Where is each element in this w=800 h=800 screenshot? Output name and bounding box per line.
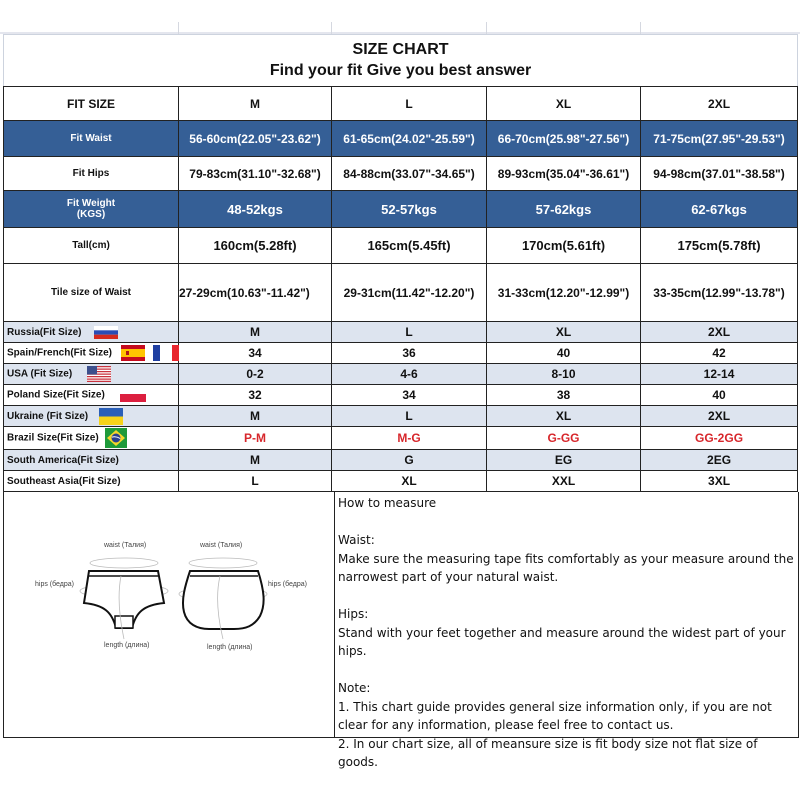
- gridline: [640, 22, 641, 34]
- cell: 0-2: [179, 364, 332, 385]
- russia-flag-icon: [94, 326, 118, 339]
- country-label: Poland Size(Fit Size): [7, 389, 105, 401]
- cell: M: [179, 322, 332, 343]
- cell: G-GG: [487, 427, 641, 450]
- size-chart: [3, 34, 797, 769]
- hips-text: Stand with your feet together and measure around the widest part of your hips.: [338, 625, 786, 658]
- row-label: Tile size of Waist: [4, 264, 179, 322]
- tile-waist-row: [4, 264, 798, 322]
- usa-flag-icon: [87, 366, 111, 382]
- row-label: [4, 343, 179, 364]
- size-header-l: L: [332, 87, 487, 121]
- row-label-line2: (KGS): [76, 209, 106, 220]
- row-label: [4, 364, 179, 385]
- row-label: Fit Hips: [4, 157, 179, 191]
- country-row-brazil: [4, 427, 798, 450]
- cell: XXL: [487, 471, 641, 492]
- cell: 71-75cm(27.95"-29.53"): [641, 121, 798, 157]
- row-label: [4, 322, 179, 343]
- france-flag-icon: [153, 345, 179, 361]
- fit-weight-row: [4, 191, 798, 228]
- cell: L: [332, 406, 487, 427]
- row-label-line1: Fit Weight: [66, 198, 116, 209]
- cell: P-M: [179, 427, 332, 450]
- row-label: [4, 385, 179, 406]
- cell: 2XL: [641, 322, 798, 343]
- cell: XL: [332, 471, 487, 492]
- cell: 2XL: [641, 406, 798, 427]
- cell: 170cm(5.61ft): [487, 228, 641, 264]
- cell: 56-60cm(22.05"-23.62"): [179, 121, 332, 157]
- fit-waist-row: [4, 121, 798, 157]
- cell: EG: [487, 450, 641, 471]
- title-line-2: Find your fit Give you best answer: [269, 61, 532, 79]
- country-row-southeast-asia: [4, 471, 798, 492]
- hips-title: Hips:: [338, 607, 369, 621]
- poland-flag-icon: [120, 392, 146, 402]
- measurement-diagram: [4, 492, 335, 737]
- gridline: [178, 22, 179, 34]
- cell: 94-98cm(37.01"-38.58"): [641, 157, 798, 191]
- briefs-diagram-icon: [4, 492, 334, 737]
- measure-instructions: [335, 492, 798, 769]
- cell: 3XL: [641, 471, 798, 492]
- brazil-flag-icon: [105, 428, 127, 448]
- title-line-1: SIZE CHART: [352, 40, 449, 58]
- waist-label-front: waist (Талия): [104, 542, 147, 549]
- cell: L: [179, 471, 332, 492]
- country-row-poland: [4, 385, 798, 406]
- country-row-russia: [4, 322, 798, 343]
- cell: 38: [487, 385, 641, 406]
- cell: GG-2GG: [641, 427, 798, 450]
- header-row: [4, 87, 798, 121]
- cell: 61-65cm(24.02"-25.59"): [332, 121, 487, 157]
- cell: 31-33cm(12.20"-12.99"): [487, 264, 641, 322]
- cell: 4-6: [332, 364, 487, 385]
- cell: 89-93cm(35.04"-36.61"): [487, 157, 641, 191]
- country-row-spain-france: [4, 343, 798, 364]
- measure-guide-section: [3, 492, 799, 769]
- note-2: 2. In our chart size, all of meansure size is fit body size not flat size of goods.: [338, 736, 758, 769]
- cell: 34: [332, 385, 487, 406]
- title-row: [4, 35, 798, 87]
- fit-size-header: FIT SIZE: [4, 87, 179, 121]
- cell: XL: [487, 406, 641, 427]
- size-header-xl: XL: [487, 87, 641, 121]
- cell: 32: [179, 385, 332, 406]
- tall-row: [4, 228, 798, 264]
- country-label: Brazil Size(Fit Size): [7, 432, 99, 444]
- cell: 62-67kgs: [641, 191, 798, 228]
- hips-label-front: hips (бедра): [35, 581, 74, 588]
- spain-flag-icon: [121, 345, 145, 361]
- waist-label-back: waist (Талия): [200, 542, 243, 549]
- country-label: Ukraine (Fit Size): [7, 410, 89, 422]
- cell: 29-31cm(11.42"-12.20"): [332, 264, 487, 322]
- ukraine-flag-icon: [99, 408, 123, 425]
- waist-title: Waist:: [338, 533, 375, 547]
- cell: 165cm(5.45ft): [332, 228, 487, 264]
- gridline: [486, 22, 487, 34]
- fit-hips-row: [4, 157, 798, 191]
- cell: 48-52kgs: [179, 191, 332, 228]
- cell: 66-70cm(25.98"-27.56"): [487, 121, 641, 157]
- cell: L: [332, 322, 487, 343]
- cell: 84-88cm(33.07"-34.65"): [332, 157, 487, 191]
- cell: 40: [641, 385, 798, 406]
- cell: 12-14: [641, 364, 798, 385]
- hips-label-back: hips (бедра): [268, 581, 307, 588]
- length-label-front: length (длина): [104, 642, 150, 649]
- cell: XL: [487, 322, 641, 343]
- waist-text: Make sure the measuring tape fits comfortably as your measure around the narrowest part of your natural waist.: [338, 551, 794, 584]
- cell: 36: [332, 343, 487, 364]
- size-table: [3, 34, 798, 492]
- size-header-2xl: 2XL: [641, 87, 798, 121]
- country-label: Russia(Fit Size): [7, 326, 82, 338]
- cell: M: [179, 406, 332, 427]
- length-label-back: length (длина): [207, 644, 253, 651]
- instructions-heading: How to measure: [338, 496, 437, 510]
- country-label: USA (Fit Size): [7, 368, 73, 380]
- cell: 79-83cm(31.10"-32.68"): [179, 157, 332, 191]
- country-row-ukraine: [4, 406, 798, 427]
- cell: 40: [487, 343, 641, 364]
- cell: 8-10: [487, 364, 641, 385]
- row-label: Fit Waist: [4, 121, 179, 157]
- country-label: Spain/French(Fit Size): [7, 347, 113, 359]
- row-label: [4, 450, 179, 471]
- cell: 34: [179, 343, 332, 364]
- cell: 160cm(5.28ft): [179, 228, 332, 264]
- cell: 33-35cm(12.99"-13.78"): [641, 264, 798, 322]
- country-row-usa: [4, 364, 798, 385]
- cell: M-G: [332, 427, 487, 450]
- gridline: [331, 22, 332, 34]
- cell: 57-62kgs: [487, 191, 641, 228]
- cell: M: [179, 450, 332, 471]
- country-label: Southeast Asia(Fit Size): [7, 475, 121, 487]
- cell: G: [332, 450, 487, 471]
- row-label: [4, 471, 179, 492]
- size-header-m: M: [179, 87, 332, 121]
- row-label: Tall(cm): [4, 228, 179, 264]
- cell: 2EG: [641, 450, 798, 471]
- country-row-south-america: [4, 450, 798, 471]
- row-label: [4, 406, 179, 427]
- note-title: Note:: [338, 681, 371, 695]
- cell: 52-57kgs: [332, 191, 487, 228]
- chart-title: [4, 35, 798, 87]
- note-1: 1. This chart guide provides general size information only, if you are not clear for any information, please feel free to contact us.: [338, 699, 772, 732]
- country-label: South America(Fit Size): [7, 454, 119, 466]
- cell: 42: [641, 343, 798, 364]
- row-label: [4, 427, 179, 450]
- cell: 175cm(5.78ft): [641, 228, 798, 264]
- cell: 27-29cm(10.63"-11.42"): [179, 264, 332, 322]
- row-label: [4, 191, 179, 228]
